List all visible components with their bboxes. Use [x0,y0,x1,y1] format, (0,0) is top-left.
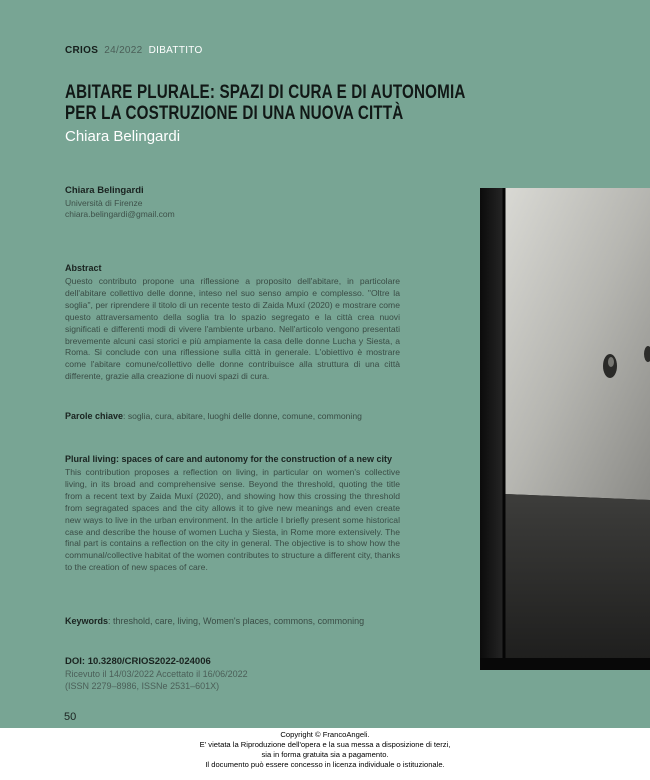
photo-wall [504,188,650,500]
title-line-2: PER LA COSTRUZIONE DI UNA NUOVA CITTÀ [65,102,404,124]
abstract-text: Questo contributo propone una riflessione a proposito dell'abitare, in particolare dell'abitare collettivo delle donne, inteso nel suo senso ampio e complesso. "Oltre la soglia", per riprendere il titolo di un recente testo di Zaida Muxí (2020) e mostrare come questo attraversamento della soglia tra lo spazio segregato e la città crea nuovi significati e differenti modi di vivere l'ambiente urbano. Nell'articolo vengono presentati brevemente alcuni casi storici e più ampiamente la casa delle donne Lucha y Siesta, a Roma. Si conclude con una riflessione sulla città in generale. L'obiettivo è mostrare come l'abitare comune/collettivo delle donne contribuisce alla struttura di una città differente, grazie alla creazione di nuovi spazi di cura. [65,276,400,382]
footer-line-3: sia in forma gratuita sia a pagamento. [261,750,389,759]
author-name: Chiara Belingardi [65,185,144,196]
keywords-text: : soglia, cura, abitare, luoghi delle donne, comune, commoning [123,411,362,421]
photo-shadow-edge [480,188,504,670]
journal-issue: 24/2022 [104,45,143,56]
issn: (ISSN 2279–8986, ISSNe 2531–601X) [65,681,220,691]
photo-bottom-band [480,658,650,670]
keywords-italian [65,410,405,422]
section-label: DIBATTITO [148,45,203,56]
keywords-label: Parole chiave [65,411,124,421]
author-affiliation: Università di Firenze [65,198,143,208]
journal-name: CRIOS [65,45,99,56]
author-email[interactable]: chiara.belingardi@gmail.com [65,209,175,219]
keywords-en-text: : threshold, care, living, Women's places, commons, commoning [108,616,365,626]
footer-line-4: Il documento può essere concesso in licenza individuale o istituzionale. [205,760,445,769]
footer-line-1: Copyright © FrancoAngeli. [280,730,370,739]
footer-line-2: E' vietata la Riproduzione dell'opera e la sua messa a disposizione di terzi, [199,740,451,749]
title-line-1: ABITARE PLURALE: SPAZI DI CURA E DI AUTONOMIA [65,81,466,103]
author-info [65,185,175,220]
cover-photograph [480,188,650,670]
page-number: 50 [64,711,77,723]
copyright-footer [100,730,550,770]
keywords-english [65,615,405,627]
abstract-italian [65,263,400,383]
english-title: Plural living: spaces of care and autonomy for the construction of a new city [65,454,393,464]
article-title [65,81,466,124]
photo-wall-mark-highlight [608,357,614,367]
doi[interactable]: DOI: 10.3280/CRIOS2022-024006 [65,656,211,667]
title-author: Chiara Belingardi [65,128,181,145]
running-header [65,45,203,56]
keywords-en-label: Keywords [65,616,109,626]
english-abstract-text: This contribution proposes a reflection on living, in particular on women's collective living, in its broad and comprehensive sense. Beyond the threshold, quoting the title from a recent text by Zaida Muxí (2020), and showing how this crossing the threshold from segragated spaces and the city allows it to give new meanings and even create new ways to live in the urban environment. In the article I briefly present some historical case and describe the house of women Lucha y Siesta, in Rome more extensively. The final part is contains a reflection on the city in general. The objective is to show how the communal/collective habitat of the women contributes to structure a different city, thanks to the creation of new spaces of care. [65,467,400,573]
received-accepted-dates: Ricevuto il 14/03/2022 Accettato il 16/06/2022 [65,669,248,679]
photo-floor [504,494,650,670]
abstract-heading: Abstract [65,263,102,273]
abstract-english [65,454,400,574]
publication-info [65,656,248,692]
